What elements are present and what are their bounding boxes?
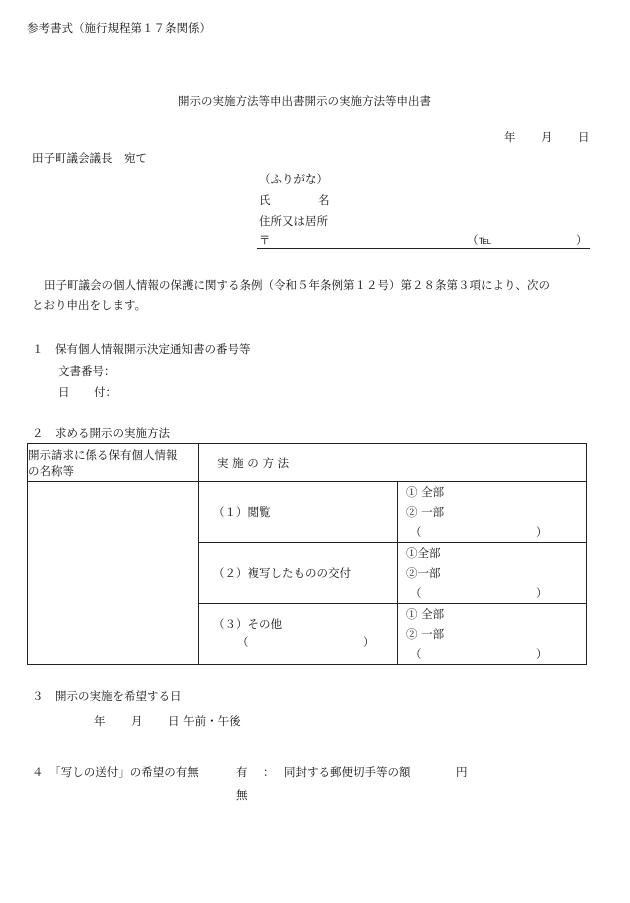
header-method: 実 施 の 方 法 bbox=[199, 444, 587, 482]
method-other-label: （３）その他 bbox=[213, 617, 282, 631]
options-inspection bbox=[398, 482, 587, 543]
option-all[interactable]: ① 全部 bbox=[406, 485, 445, 499]
table-header-row bbox=[28, 444, 587, 482]
table-row bbox=[28, 482, 587, 543]
section1-heading: １ 保有個人情報開示決定通知書の番号等 bbox=[32, 342, 251, 356]
mail-yes-option[interactable]: 有 bbox=[236, 765, 248, 779]
option-part-detail[interactable] bbox=[398, 644, 586, 664]
postage-yen: 円 bbox=[456, 765, 468, 779]
option-part[interactable]: ② 一部 bbox=[406, 627, 445, 641]
method-inspection: （１）閲覧 bbox=[199, 482, 398, 543]
mail-colon: ： bbox=[263, 765, 275, 779]
addressee: 田子町議会議長 宛て bbox=[32, 151, 147, 165]
paren-close: ） bbox=[536, 586, 548, 600]
preferred-month[interactable]: 月 bbox=[131, 714, 143, 728]
tel-open: （ bbox=[467, 233, 479, 247]
date-month: 月 bbox=[541, 130, 553, 144]
paren-close: ） bbox=[536, 647, 548, 661]
date-day: 日 bbox=[578, 130, 590, 144]
address-underline bbox=[257, 248, 590, 249]
date-year: 年 bbox=[504, 130, 516, 144]
mail-no-option[interactable]: 無 bbox=[236, 788, 248, 802]
section4-heading: ４ 「写しの送付」の希望の有無 bbox=[32, 765, 199, 779]
option-part-detail[interactable] bbox=[398, 522, 586, 542]
options-copy-delivery bbox=[398, 543, 587, 604]
section2-heading: ２ 求める開示の実施方法 bbox=[32, 426, 170, 440]
postal-mark: 〒 bbox=[259, 233, 271, 247]
section3-heading: ３ 開示の実施を希望する日 bbox=[32, 689, 182, 703]
record-name-cell[interactable] bbox=[28, 482, 199, 665]
option-all[interactable]: ①全部 bbox=[406, 546, 441, 560]
preferred-day-ampm[interactable]: 日 午前・午後 bbox=[168, 714, 241, 728]
method-other bbox=[199, 604, 398, 665]
option-all[interactable]: ① 全部 bbox=[406, 607, 445, 621]
header-record-name-line1: 開示請求に係る保有個人情報 bbox=[28, 447, 178, 462]
paren-open: （ bbox=[410, 525, 422, 539]
reference-label: 参考書式（施行規程第１７条関係） bbox=[27, 21, 211, 35]
options-other bbox=[398, 604, 587, 665]
method-copy-delivery: （２）複写したものの交付 bbox=[199, 543, 398, 604]
furigana-label: （ふりがな） bbox=[259, 172, 328, 186]
header-record-name-line2: の名称等 bbox=[28, 463, 74, 478]
paren-open: （ bbox=[410, 586, 422, 600]
paren-close: ） bbox=[536, 525, 548, 539]
paren-open: （ bbox=[410, 647, 422, 661]
doc-number-label: 文書番号： bbox=[58, 364, 116, 378]
body-text-line2: とおり申出をします。 bbox=[32, 298, 147, 312]
page-title: 開示の実施方法等申出書開示の実施方法等申出書 bbox=[178, 94, 431, 108]
tel-close: ） bbox=[576, 233, 588, 247]
address-label: 住所又は居所 bbox=[259, 214, 328, 228]
option-part-detail[interactable] bbox=[398, 583, 586, 603]
notice-date-label-2: 付： bbox=[94, 385, 117, 399]
name-label-1: 氏 bbox=[259, 193, 271, 207]
header-record-name bbox=[28, 444, 199, 482]
method-table bbox=[27, 443, 587, 665]
paren-close: ） bbox=[363, 635, 375, 649]
option-part[interactable]: ②一部 bbox=[406, 566, 441, 580]
method-other-detail[interactable] bbox=[213, 632, 397, 652]
preferred-year[interactable]: 年 bbox=[94, 714, 106, 728]
name-label-2: 名 bbox=[318, 193, 330, 207]
body-text-line1: 田子町議会の個人情報の保護に関する条例（令和５年条例第１２号）第２８条第３項により、次の bbox=[44, 278, 550, 292]
tel-icon: ℡ bbox=[479, 233, 492, 247]
option-part[interactable]: ② 一部 bbox=[406, 505, 445, 519]
postage-label: 同封する郵便切手等の額 bbox=[284, 765, 411, 779]
notice-date-label-1: 日 bbox=[58, 385, 70, 399]
paren-open: （ bbox=[237, 635, 249, 649]
